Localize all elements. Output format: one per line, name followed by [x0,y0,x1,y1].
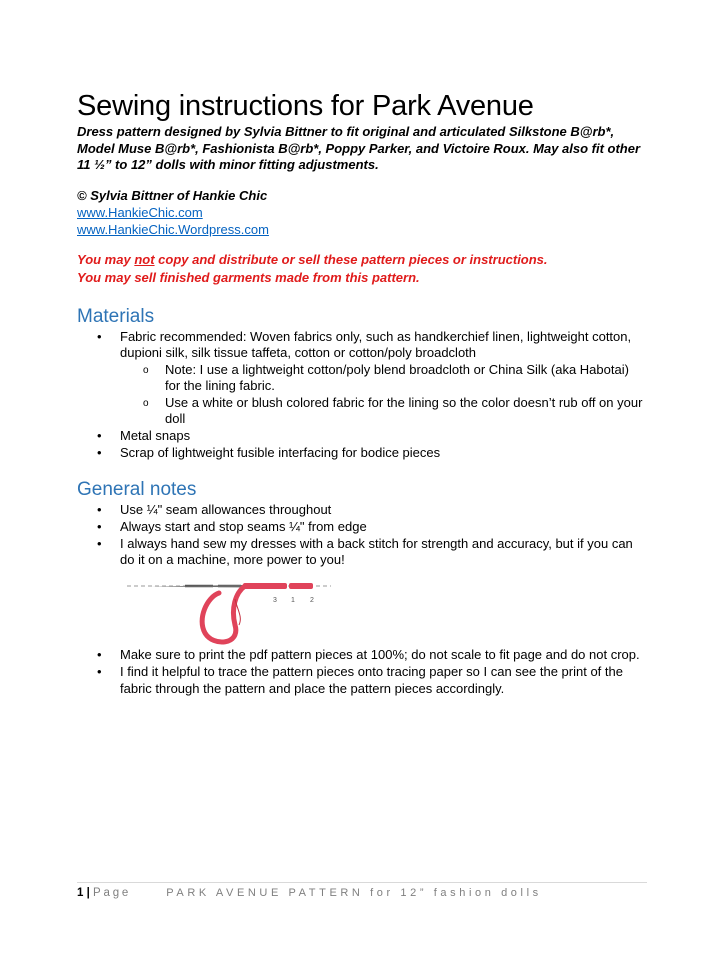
warning-text-a: You may [77,251,135,267]
list-item [77,329,647,428]
link-hankiechic[interactable]: www.HankieChic.com [77,204,203,220]
stitch-label-3: 3 [273,597,277,604]
subtitle: Dress pattern designed by Sylvia Bittner to fit original and articulated Silkstone B@rb*, Model Muse B@rb*, Fashionista B@rb*, Poppy Parker, and Victoire Roux. May also fit other 11 ½” to 12” dolls with minor fitting adjustments. [77,124,641,172]
list-item: • I find it helpful to trace the pattern pieces onto tracing paper so I can see the print of the fabric through the pattern and place the pattern pieces accordingly. [77,664,647,697]
page-label: Page [93,887,132,899]
document-page [77,88,647,698]
sublist-item: o Note: I use a lightweight cotton/poly blend broadcloth or China Silk (aka Habotai) for the lining fabric. [120,362,647,395]
page-title: Sewing instructions for Park Avenue [77,90,534,122]
page-footer [77,882,647,900]
copyright-warning [77,251,647,287]
list-item: • Metal snaps [77,428,647,445]
general-notes-list [77,502,647,569]
link-hankiechic-wordpress[interactable]: www.HankieChic.Wordpress.com [77,221,269,237]
warning-line-1 [77,251,647,269]
materials-sublist [120,362,647,428]
stitch-label-1: 1 [291,597,295,604]
footer-doc-title: PARK AVENUE PATTERN for 12” fashion dolls [166,887,542,899]
sublist-item: o Use a white or blush colored fabric for the lining so the color doesn’t rub off on your doll [120,395,647,428]
page-number: 1 [77,887,84,899]
backstitch-figure [77,569,647,647]
list-item: • I always hand sew my dresses with a back stitch for strength and accuracy, but if you can do it on a machine, more power to you! [77,536,647,569]
general-notes-list-continued [77,647,647,697]
materials-item-fabric: Fabric recommended: Woven fabrics only, such as handkerchief linen, lightweight cotton, dupioni silk, silk tissue taffeta, cotton or cotton/poly broadcloth [120,328,632,360]
warning-emphasis: not [134,251,155,267]
list-item: • Make sure to print the pdf pattern pieces at 100%; do not scale to fit page and do not crop. [77,647,647,664]
stitch-label-2: 2 [310,597,314,604]
warning-text-b: copy and distribute or sell these pattern pieces or instructions. [154,251,548,267]
warning-line-2: You may sell finished garments made from this pattern. [77,269,420,285]
footer-separator: | [86,887,90,899]
list-item: • Use ¼" seam allowances throughout [77,502,647,519]
backstitch-illustration [123,569,383,647]
general-notes-heading: General notes [77,478,197,500]
materials-list [77,329,647,462]
list-item: • Scrap of lightweight fusible interfacing for bodice pieces [77,445,647,462]
materials-heading: Materials [77,305,155,327]
list-item: • Always start and stop seams ¼" from edge [77,519,647,536]
copyright-notice: © Sylvia Bittner of Hankie Chic [77,187,268,203]
